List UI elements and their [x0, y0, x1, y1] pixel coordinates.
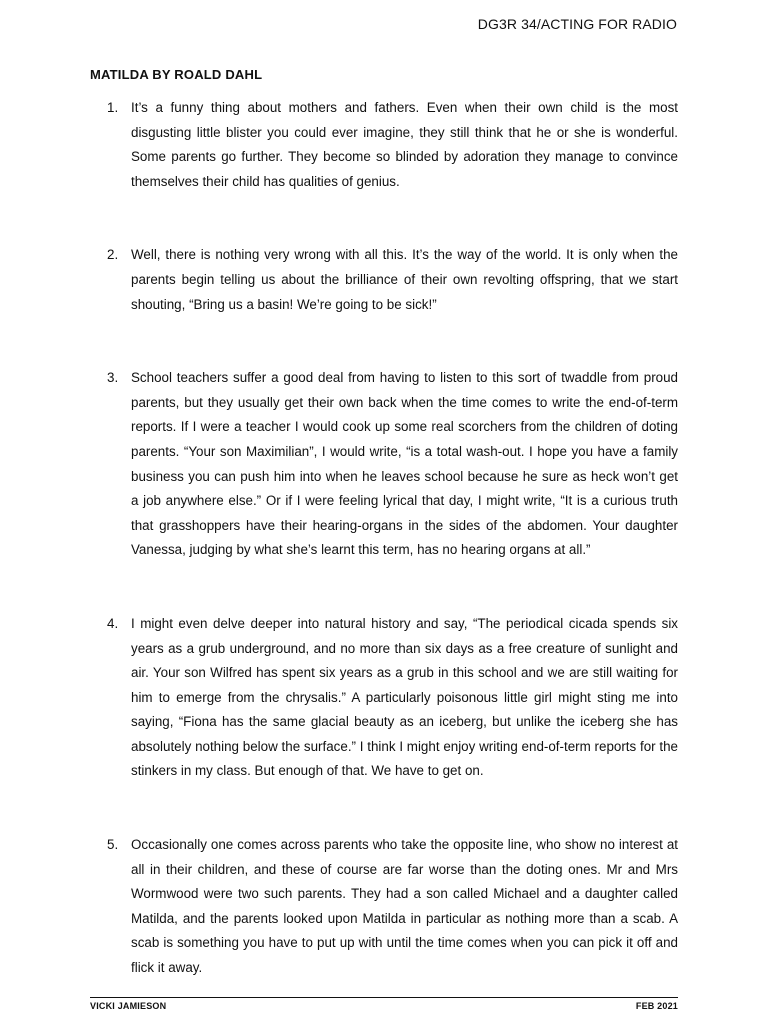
paragraph-2: [90, 243, 678, 317]
header-course-code: DG3R 34/ACTING FOR RADIO: [477, 16, 677, 32]
paragraph-1: [90, 96, 678, 194]
paragraph-number: 5.: [107, 837, 119, 853]
footer-author: VICKI JAMIESON: [90, 1001, 167, 1011]
paragraph-list: [90, 96, 678, 1030]
paragraph-number: 4.: [107, 615, 119, 631]
paragraph-5: [90, 833, 678, 981]
paragraph-number: 2.: [107, 247, 119, 263]
paragraph-text: School teachers suffer a good deal from having to listen to this sort of twaddle from proud parents, but they usually get their own back when the time comes to write the end-of-term reports. If I were a teacher I would cook up some real scorchers from the children of doting parents. “Your son Maximilian”, I would write, “is a total wash-out. I hope you have a family business you can push him into when he leaves school because he sure as heck won’t get a job anywhere else.” Or if I were feeling lyrical that day, I might write, “It is a curious truth that grasshoppers have their hearing-organs in the sides of the abdomen. Your daughter Vanessa, judging by what she’s learnt this term, has no hearing organs at all.”: [131, 370, 678, 558]
footer-date: FEB 2021: [635, 1001, 678, 1011]
footer-divider: [90, 997, 678, 998]
paragraph-number: 1.: [107, 100, 119, 115]
paragraph-text: Well, there is nothing very wrong with all this. It’s the way of the world. It is only when the parents begin telling us about the brilliance of their own revolting offspring, that we start shouting, “Bring us a basin! We’re going to be sick!”: [131, 247, 678, 312]
paragraph-number: 3.: [107, 370, 119, 386]
paragraph-3: [90, 366, 678, 563]
document-title: MATILDA BY ROALD DAHL: [90, 67, 263, 82]
paragraph-4: [90, 612, 678, 784]
paragraph-text: I might even delve deeper into natural history and say, “The periodical cicada spends six years as a grub underground, and no more than six days as a free creature of sunlight and air. Your son Wilfred has spent six years as a grub in this school and we are still waiting for him to emerge from the chrysalis.” A particularly poisonous little girl might sting me into saying, “Fiona has the same glacial beauty as an iceberg, but unlike the iceberg she has absolutely nothing below the surface.” I think I might enjoy writing end-of-term reports for the stinkers in my class. But enough of that. We have to get on.: [131, 615, 678, 779]
paragraph-text: It’s a funny thing about mothers and fathers. Even when their own child is the most disgusting little blister you could ever imagine, they still think that he or she is wonderful. Some parents go further. They become so blinded by adoration they manage to convince themselves their child has qualities of genius.: [131, 100, 678, 189]
paragraph-text: Occasionally one comes across parents who take the opposite line, who show no interest at all in their children, and these of course are far worse than the doting ones. Mr and Mrs Wormwood were two such parents. They had a son called Michael and a daughter called Matilda, and the parents looked upon Matilda in particular as nothing more than a scab. A scab is something you have to put up with until the time comes when you can pick it off and flick it away.: [131, 837, 678, 976]
